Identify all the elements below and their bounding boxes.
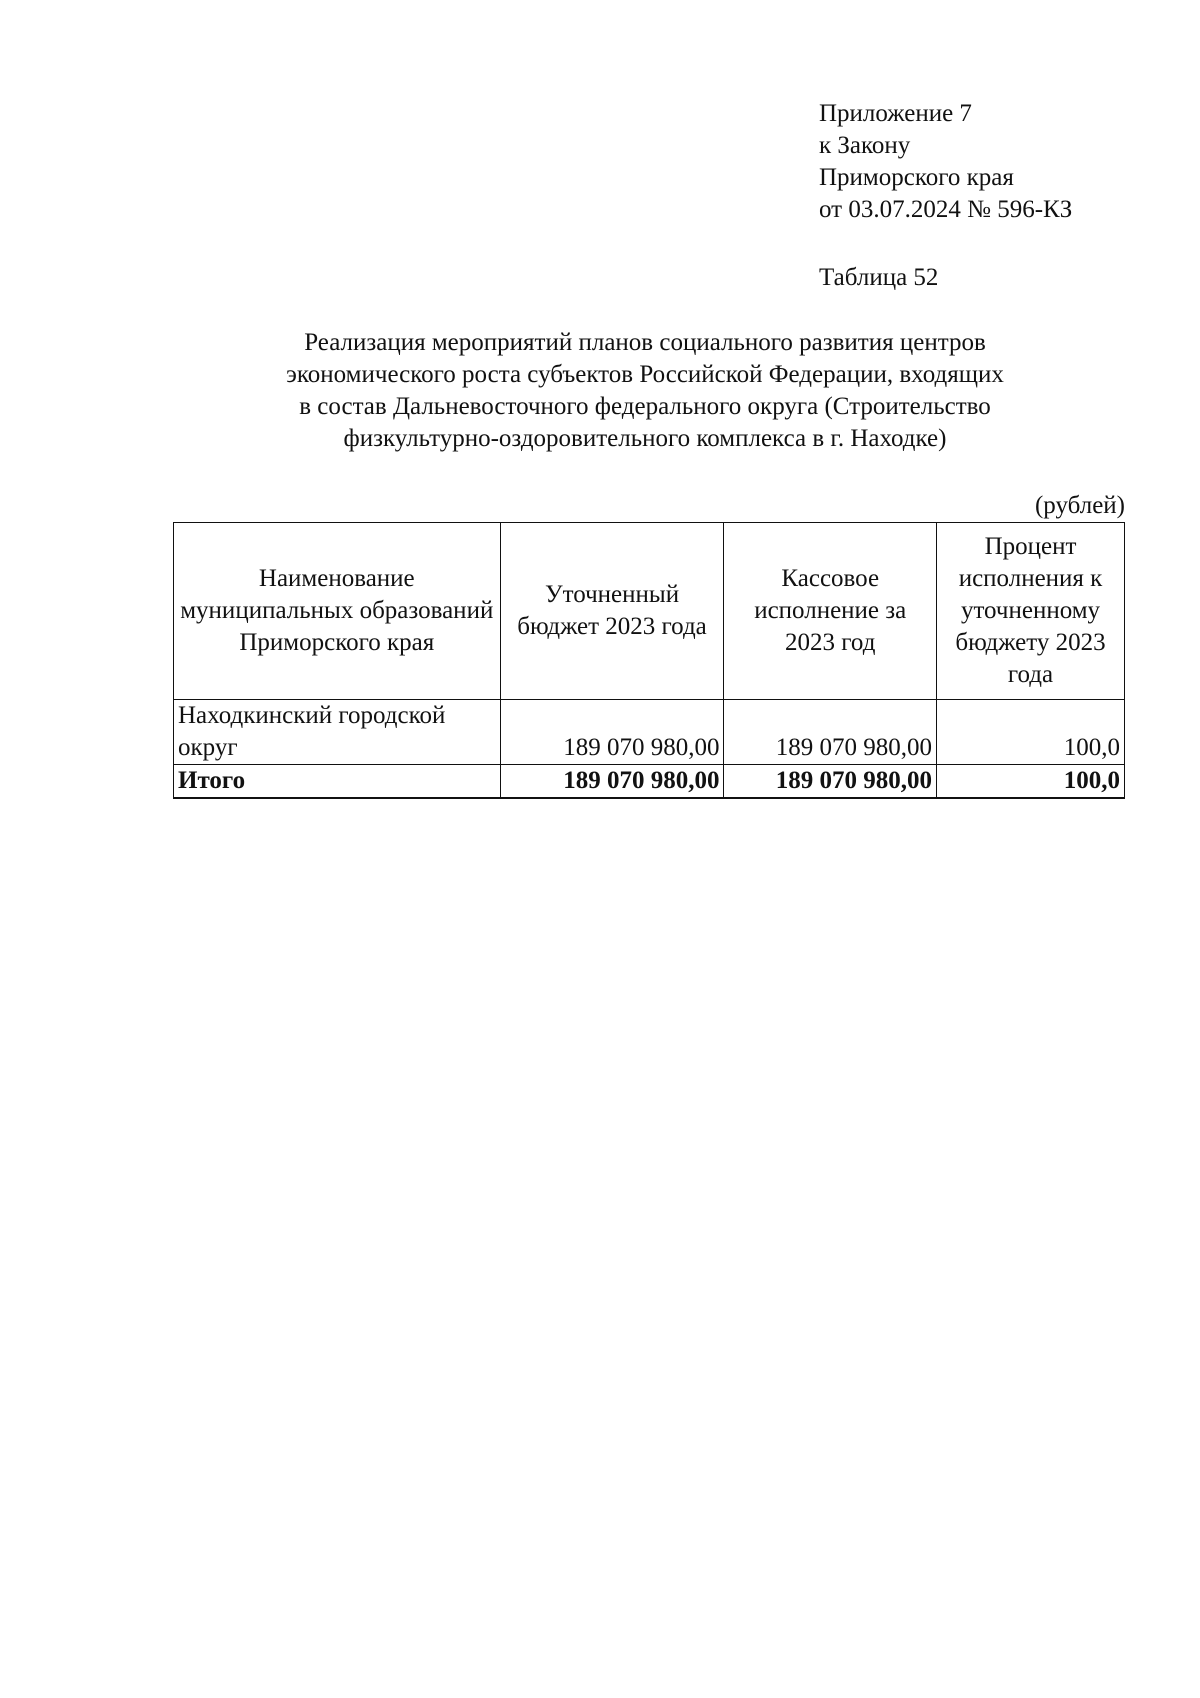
header-municipality: Наименование муниципальных образований Приморского края	[174, 523, 501, 700]
total-execution: 189 070 980,00	[724, 765, 937, 799]
units-label: (рублей)	[1034, 492, 1125, 519]
cell-execution: 189 070 980,00	[724, 700, 937, 765]
budget-table	[173, 522, 1125, 799]
header-percent: Процент исполнения к уточненному бюджету 2023 года	[937, 523, 1125, 700]
total-percent: 100,0	[937, 765, 1125, 799]
table-header-row	[174, 523, 1125, 700]
total-budget: 189 070 980,00	[500, 765, 724, 799]
total-label: Итого	[174, 765, 501, 799]
table-total-row	[174, 765, 1125, 799]
title-line: экономического роста субъектов Российской Федерации, входящих	[286, 361, 1004, 388]
table-row	[174, 700, 1125, 765]
appendix-line: к Закону	[819, 132, 911, 159]
cell-municipality: Находкинский городской округ	[174, 700, 501, 765]
appendix-line: Приморского края	[819, 164, 1014, 191]
appendix-line: Приложение 7	[819, 100, 972, 127]
header-execution: Кассовое исполнение за 2023 год	[724, 523, 937, 700]
table-number: Таблица 52	[819, 264, 939, 291]
title-line: Реализация мероприятий планов социального развития центров	[304, 329, 986, 356]
header-budget: Уточненный бюджет 2023 года	[500, 523, 724, 700]
cell-budget: 189 070 980,00	[500, 700, 724, 765]
title-line: физкультурно-оздоровительного комплекса в г. Находке)	[343, 425, 947, 452]
appendix-reference	[819, 98, 1072, 226]
appendix-line: от 03.07.2024 № 596-КЗ	[819, 196, 1073, 223]
cell-percent: 100,0	[937, 700, 1125, 765]
document-title	[170, 327, 1120, 455]
title-line: в состав Дальневосточного федерального округа (Строительство	[299, 393, 991, 420]
